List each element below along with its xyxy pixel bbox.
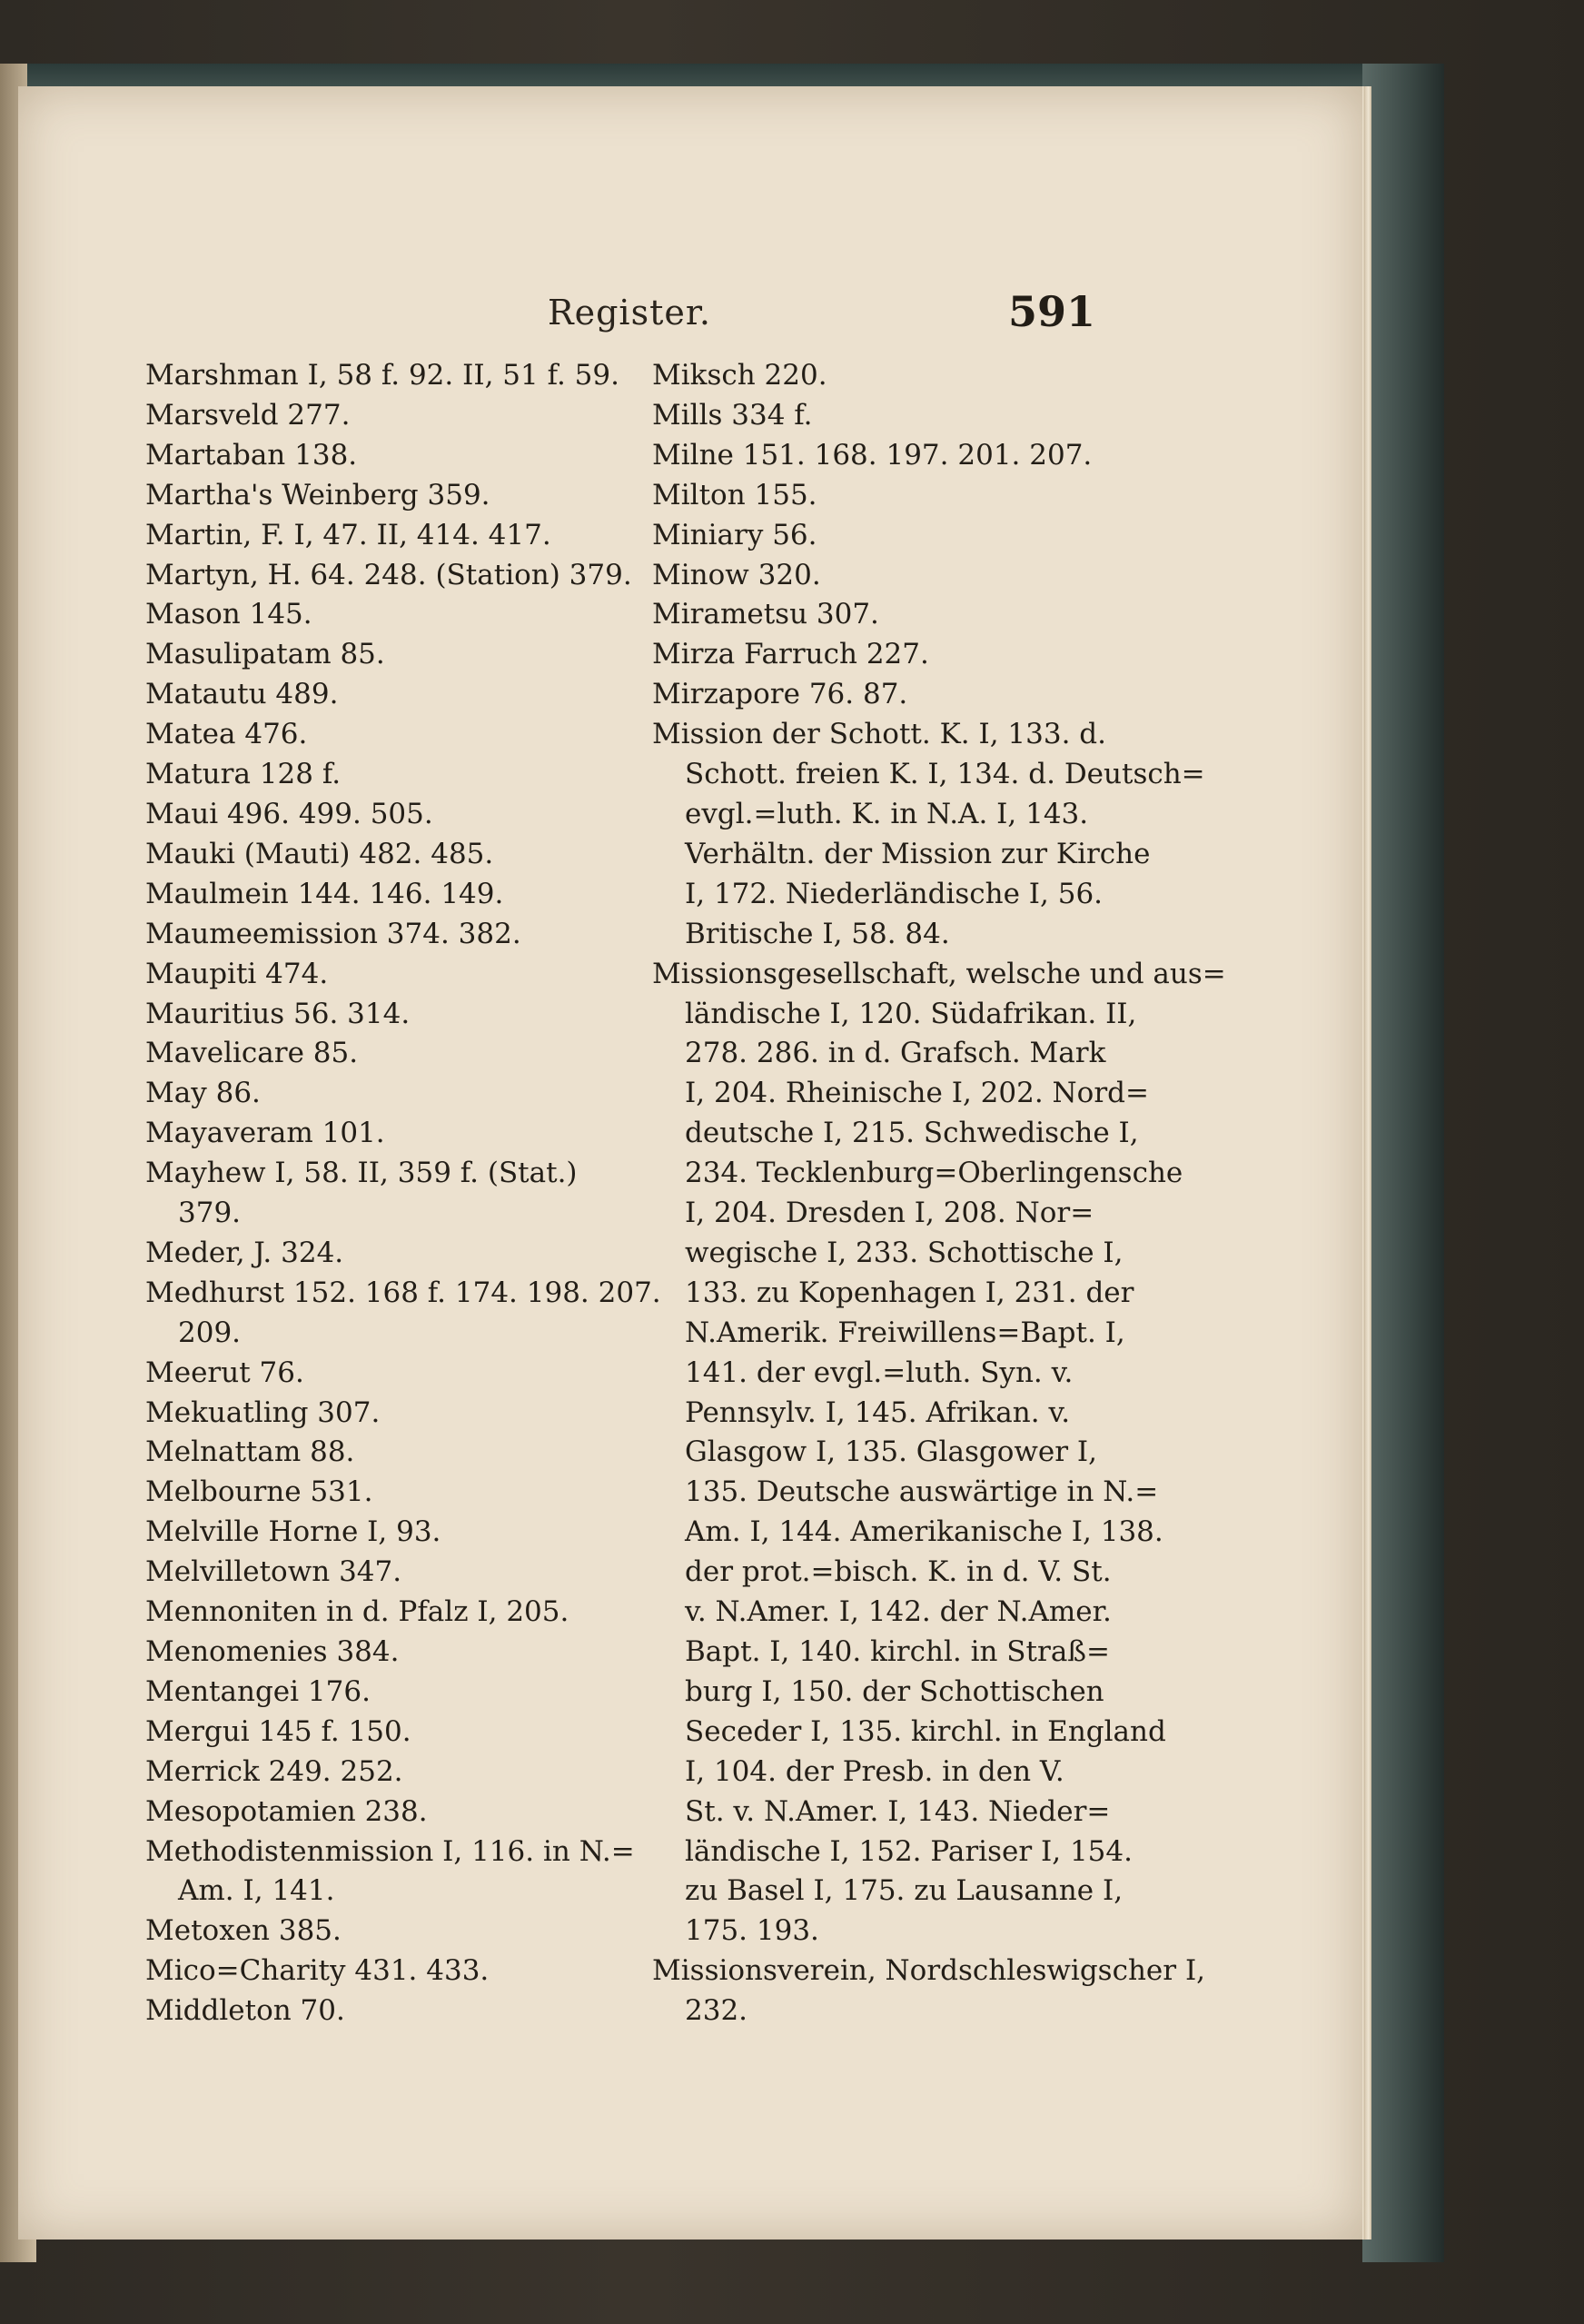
index-entry — [145, 1354, 609, 1394]
index-entry-continuation: 141. der evgl.=luth. Syn. v. — [685, 1356, 1074, 1389]
index-entry-continuation: Pennsylv. I, 145. Afrikan. v. — [685, 1395, 1071, 1429]
index-entry — [145, 715, 609, 755]
index-entry-continuation: 209. — [178, 1316, 242, 1349]
index-entry — [652, 356, 1079, 396]
index-entry — [145, 1114, 609, 1154]
index-entry — [652, 436, 1093, 476]
index-entry-line: Marsveld 277. — [145, 398, 351, 432]
index-entry-continuation: 379. — [178, 1197, 242, 1230]
index-entry-line: Mekuatling 307. — [145, 1395, 381, 1429]
index-entry-line: Marshman I, 58 f. 92. II, 51 f. 59. — [145, 359, 619, 392]
index-entry-line: Melvilletown 347. — [145, 1555, 402, 1589]
index-entry — [145, 595, 609, 635]
index-entry — [145, 1673, 609, 1713]
index-entry-line: Maupiti 474. — [145, 957, 329, 990]
index-entry — [145, 1952, 609, 1991]
index-entry-line: Merrick 249. 252. — [145, 1754, 403, 1788]
index-entry-line: Mesopotamien 238. — [145, 1794, 428, 1828]
index-entry-line: Martha's Weinberg 359. — [145, 478, 490, 511]
index-entry-line: Missionsverein, Nordschleswigscher I, — [652, 1954, 1206, 1988]
index-entry-continuation: 278. 286. in d. Grafsch. Mark — [685, 1037, 1106, 1070]
index-entry-continuation: 135. Deutsche auswärtige in N.= — [685, 1475, 1159, 1509]
index-entry-line: Medhurst 152. 168 f. 174. 198. 207. — [145, 1276, 661, 1309]
index-entry-continuation: v. N.Amer. I, 142. der N.Amer. — [685, 1595, 1112, 1629]
index-entry — [145, 436, 609, 476]
index-entry — [652, 556, 1079, 596]
index-entry-continuation: wegische I, 233. Schottische I, — [685, 1236, 1124, 1269]
index-entry — [145, 1473, 609, 1513]
index-entry-continuation: 133. zu Kopenhagen I, 231. der — [685, 1276, 1134, 1309]
index-entry-line: Mentangei 176. — [145, 1674, 371, 1708]
index-entry-continuation: 175. 193. — [685, 1914, 819, 1948]
index-entry-line: Mills 334 f. — [652, 398, 813, 432]
index-entry-continuation: ländische I, 152. Pariser I, 154. — [685, 1834, 1133, 1868]
index-entry — [145, 675, 609, 715]
index-entry — [145, 356, 619, 396]
index-entry-continuation: Bapt. I, 140. kirchl. in Straß= — [685, 1635, 1110, 1668]
index-entry-line: May 86. — [145, 1077, 261, 1110]
index-entry-line: Martin, F. I, 47. II, 414. 417. — [145, 518, 551, 551]
index-entry-line: Metoxen 385. — [145, 1914, 342, 1948]
index-entry — [145, 1832, 635, 1912]
index-entry-continuation: burg I, 150. der Schottischen — [685, 1674, 1104, 1708]
index-entry-continuation: Am. I, 141. — [178, 1874, 335, 1908]
index-entry-line: Melnattam 88. — [145, 1435, 355, 1469]
index-entry-line: Mico=Charity 431. 433. — [145, 1954, 490, 1988]
index-entry — [145, 1234, 609, 1274]
index-entry-line: Mason 145. — [145, 598, 312, 631]
index-entry — [145, 875, 609, 915]
index-entry — [652, 595, 1079, 635]
index-entry — [145, 1433, 609, 1473]
index-entry — [145, 516, 609, 556]
index-entry-line: Miksch 220. — [652, 359, 827, 392]
index-entry-continuation: I, 204. Dresden I, 208. Nor= — [685, 1197, 1094, 1230]
index-entry-line: Meder, J. 324. — [145, 1236, 344, 1269]
index-entry — [145, 1912, 609, 1952]
index-entry — [145, 635, 609, 675]
index-entry-line: Menomenies 384. — [145, 1635, 400, 1668]
index-entry-continuation: Britische I, 58. 84. — [685, 917, 950, 950]
index-entry-continuation: Glasgow I, 135. Glasgower I, — [685, 1435, 1098, 1469]
index-entry — [145, 1793, 609, 1832]
index-entry-continuation: I, 104. der Presb. in den V. — [685, 1754, 1064, 1788]
index-entry-continuation: 234. Tecklenburg=Oberlingensche — [685, 1157, 1183, 1190]
index-entry — [145, 835, 609, 875]
index-entry-line: Mennoniten in d. Pfalz I, 205. — [145, 1595, 569, 1629]
index-entry — [652, 396, 1079, 436]
index-entry — [145, 1991, 609, 2031]
index-entry-line: Mission der Schott. K. I, 133. d. — [652, 718, 1106, 751]
index-entry-continuation: Am. I, 144. Amerikanische I, 138. — [685, 1515, 1163, 1549]
index-entry-line: Mirzapore 76. 87. — [652, 678, 908, 711]
index-entry — [652, 1952, 1206, 2031]
index-entry — [652, 715, 1205, 954]
index-entry — [145, 1394, 609, 1434]
index-entry-line: Maui 496. 499. 505. — [145, 797, 433, 830]
running-head — [0, 287, 1584, 347]
index-entry-line: Mavelicare 85. — [145, 1037, 359, 1070]
index-entry — [145, 476, 609, 516]
index-entry — [145, 1274, 661, 1354]
index-entry-continuation: 232. — [685, 1994, 748, 2028]
index-entry-line: Martaban 138. — [145, 438, 358, 472]
index-entry — [145, 1034, 609, 1074]
index-entry — [145, 795, 609, 835]
index-entry — [652, 516, 1079, 556]
index-entry-line: Melbourne 531. — [145, 1475, 373, 1509]
index-entry-line: Matea 476. — [145, 718, 308, 751]
index-entry — [145, 955, 609, 995]
index-entry-continuation: I, 172. Niederländische I, 56. — [685, 877, 1104, 910]
index-entry-line: Matautu 489. — [145, 678, 339, 711]
index-entry-line: Martyn, H. 64. 248. (Station) 379. — [145, 558, 632, 591]
index-entry-line: Milne 151. 168. 197. 201. 207. — [652, 438, 1093, 472]
index-entry-line: Middleton 70. — [145, 1994, 345, 2028]
index-entry — [145, 1633, 609, 1673]
index-entry — [652, 955, 1226, 1952]
index-entry-line: Mayaveram 101. — [145, 1117, 385, 1150]
page-number: 591 — [1008, 287, 1096, 336]
index-entry-line: Mauritius 56. 314. — [145, 997, 411, 1030]
index-entry-line: Methodistenmission I, 116. in N.= — [145, 1834, 635, 1868]
index-entry-line: Melville Horne I, 93. — [145, 1515, 441, 1549]
index-entry-line: Mauki (Mauti) 482. 485. — [145, 837, 494, 870]
index-entry-line: Maulmein 144. 146. 149. — [145, 877, 504, 910]
index-entry-continuation: Seceder I, 135. kirchl. in England — [685, 1714, 1166, 1748]
index-entry-line: Minow 320. — [652, 558, 821, 591]
index-entry-line: Milton 155. — [652, 478, 817, 511]
index-entry-line: Missionsgesellschaft, welsche und aus= — [652, 957, 1226, 990]
index-entry-continuation: ländische I, 120. Südafrikan. II, — [685, 997, 1137, 1030]
index-entry — [145, 1713, 609, 1753]
index-entry-line: Mirza Farruch 227. — [652, 638, 929, 671]
index-entry — [145, 1593, 609, 1633]
index-entry-line: Mirametsu 307. — [652, 598, 879, 631]
index-entry-line: Maumeemission 374. 382. — [145, 917, 521, 950]
index-entry — [652, 675, 1079, 715]
book-board-right — [1362, 64, 1444, 2262]
index-entry-continuation: N.Amerik. Freiwillens=Bapt. I, — [685, 1316, 1125, 1349]
index-column-left — [145, 356, 661, 2031]
index-entry-continuation: Schott. freien K. I, 134. d. Deutsch= — [685, 758, 1205, 791]
index-entry — [145, 755, 609, 795]
index-entry-continuation: I, 204. Rheinische I, 202. Nord= — [685, 1077, 1149, 1110]
index-entry — [652, 476, 1079, 516]
index-entry — [145, 915, 609, 955]
index-entry-line: Mergui 145 f. 150. — [145, 1714, 411, 1748]
index-entry — [145, 1154, 609, 1234]
index-entry-continuation: Verhältn. der Mission zur Kirche — [685, 837, 1151, 870]
index-entry-continuation: St. v. N.Amer. I, 143. Nieder= — [685, 1794, 1111, 1828]
index-entry-line: Matura 128 f. — [145, 758, 342, 791]
index-entry — [145, 995, 609, 1035]
index-column-right — [652, 356, 1226, 2031]
index-entry-line: Masulipatam 85. — [145, 638, 385, 671]
index-entry-line: Mayhew I, 58. II, 359 f. (Stat.) — [145, 1157, 578, 1190]
index-entry — [145, 556, 632, 596]
index-entry-continuation: zu Basel I, 175. zu Lausanne I, — [685, 1874, 1124, 1908]
index-entry — [145, 1513, 609, 1553]
index-entry-continuation: der prot.=bisch. K. in d. V. St. — [685, 1555, 1112, 1589]
index-entry — [145, 1553, 609, 1593]
index-entry — [145, 1074, 609, 1114]
page-title: Register. — [548, 293, 711, 333]
index-entry — [652, 635, 1079, 675]
index-entry-line: Miniary 56. — [652, 518, 817, 551]
index-entry-continuation: evgl.=luth. K. in N.A. I, 143. — [685, 797, 1089, 830]
index-entry-continuation: deutsche I, 215. Schwedische I, — [685, 1117, 1139, 1150]
index-entry — [145, 396, 609, 436]
index-entry — [145, 1753, 609, 1793]
index-entry-line: Meerut 76. — [145, 1356, 304, 1389]
